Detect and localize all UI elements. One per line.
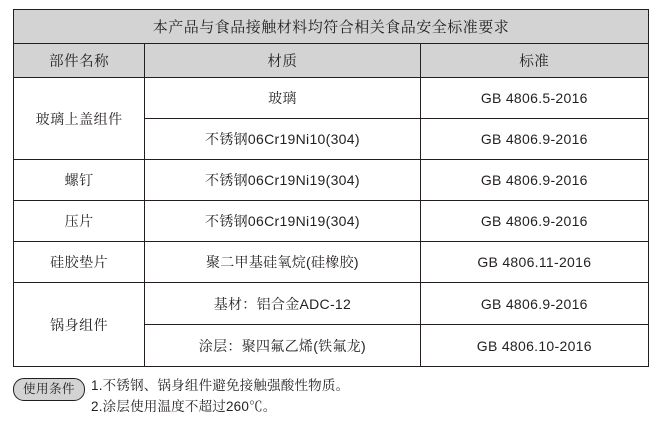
header-part-name: 部件名称 bbox=[14, 44, 145, 78]
table-row bbox=[14, 78, 649, 119]
material-name: 基材：铝合金ADC-12 bbox=[145, 283, 420, 325]
material-name: 不锈钢06Cr19Ni19(304) bbox=[145, 160, 420, 201]
standard-code: GB 4806.9-2016 bbox=[420, 201, 648, 242]
table-row bbox=[14, 242, 649, 283]
part-name: 玻璃上盖组件 bbox=[14, 78, 145, 160]
spec-sheet bbox=[0, 9, 664, 445]
material-compliance-table bbox=[13, 9, 649, 367]
table-row bbox=[14, 201, 649, 242]
table-title-row bbox=[14, 10, 649, 44]
material-name: 涂层：聚四氟乙烯(铁氟龙) bbox=[145, 325, 420, 367]
table-row bbox=[14, 283, 649, 325]
part-name: 压片 bbox=[14, 201, 145, 242]
usage-condition-line: 1.不锈钢、锅身组件避免接触强酸性物质。 bbox=[91, 378, 350, 393]
header-standard: 标准 bbox=[420, 44, 648, 78]
table-header-row bbox=[14, 44, 649, 78]
standard-code: GB 4806.9-2016 bbox=[420, 160, 648, 201]
header-material: 材质 bbox=[145, 44, 420, 78]
standard-code: GB 4806.9-2016 bbox=[420, 283, 648, 325]
standard-code: GB 4806.11-2016 bbox=[420, 242, 648, 283]
table-title: 本产品与食品接触材料均符合相关食品安全标准要求 bbox=[14, 10, 649, 44]
usage-conditions-badge: 使用条件 bbox=[13, 378, 85, 401]
usage-conditions-list bbox=[85, 375, 649, 417]
part-name: 锅身组件 bbox=[14, 283, 145, 367]
material-name: 不锈钢06Cr19Ni10(304) bbox=[145, 119, 420, 160]
part-name: 硅胶垫片 bbox=[14, 242, 145, 283]
material-name: 聚二甲基硅氧烷(硅橡胶) bbox=[145, 242, 420, 283]
usage-condition-line: 2.涂层使用温度不超过260℃。 bbox=[91, 399, 277, 414]
standard-code: GB 4806.10-2016 bbox=[420, 325, 648, 367]
material-name: 不锈钢06Cr19Ni19(304) bbox=[145, 201, 420, 242]
usage-conditions bbox=[13, 375, 649, 417]
table-row bbox=[14, 160, 649, 201]
standard-code: GB 4806.9-2016 bbox=[420, 119, 648, 160]
material-name: 玻璃 bbox=[145, 78, 420, 119]
standard-code: GB 4806.5-2016 bbox=[420, 78, 648, 119]
part-name: 螺钉 bbox=[14, 160, 145, 201]
